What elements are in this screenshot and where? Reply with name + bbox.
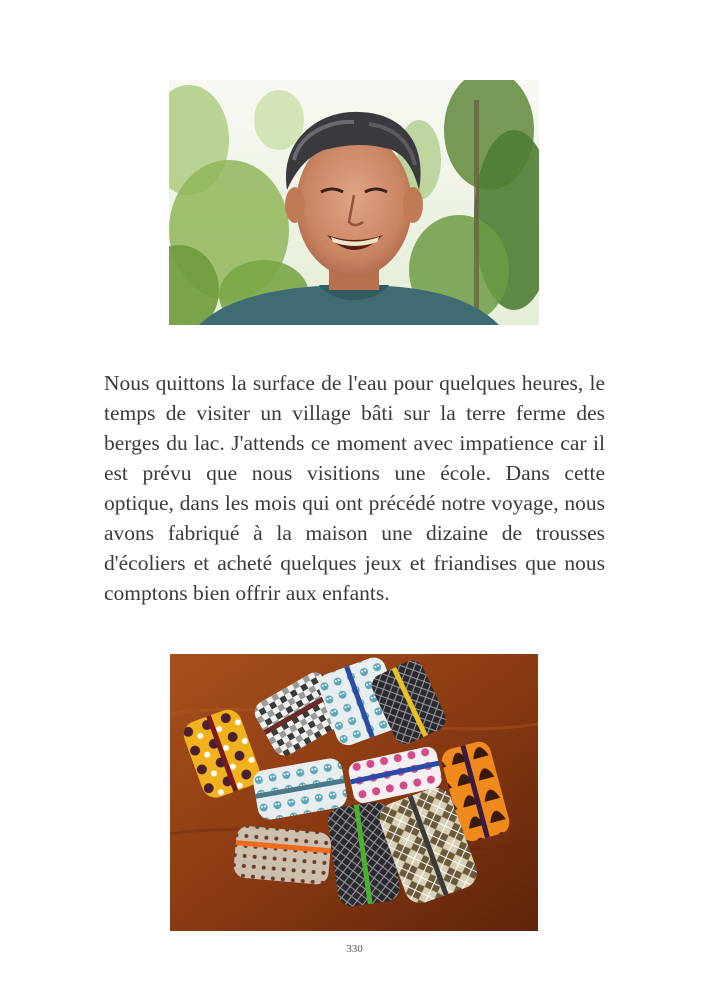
page-number: 330	[346, 943, 363, 955]
pencil-cases-photo-drawing	[170, 654, 538, 931]
body-paragraph: Nous quittons la surface de l'eau pour quelques heures, le temps de visiter un village bâti sur la terre ferme des berges du lac. J'attends ce moment avec impatience car il est prévu que nous visitions une école. Dans cette optique, dans les mois qui ont précédé notre voyage, nous avons fabriqué à la maison une dizaine de trousses d'écoliers et acheté quelques jeux et friandises que nous comptons bien offrir aux enfants.	[104, 371, 605, 605]
pencil-cases-photo	[170, 654, 538, 931]
portrait-photo	[169, 80, 539, 325]
portrait-photo-drawing	[169, 80, 539, 325]
